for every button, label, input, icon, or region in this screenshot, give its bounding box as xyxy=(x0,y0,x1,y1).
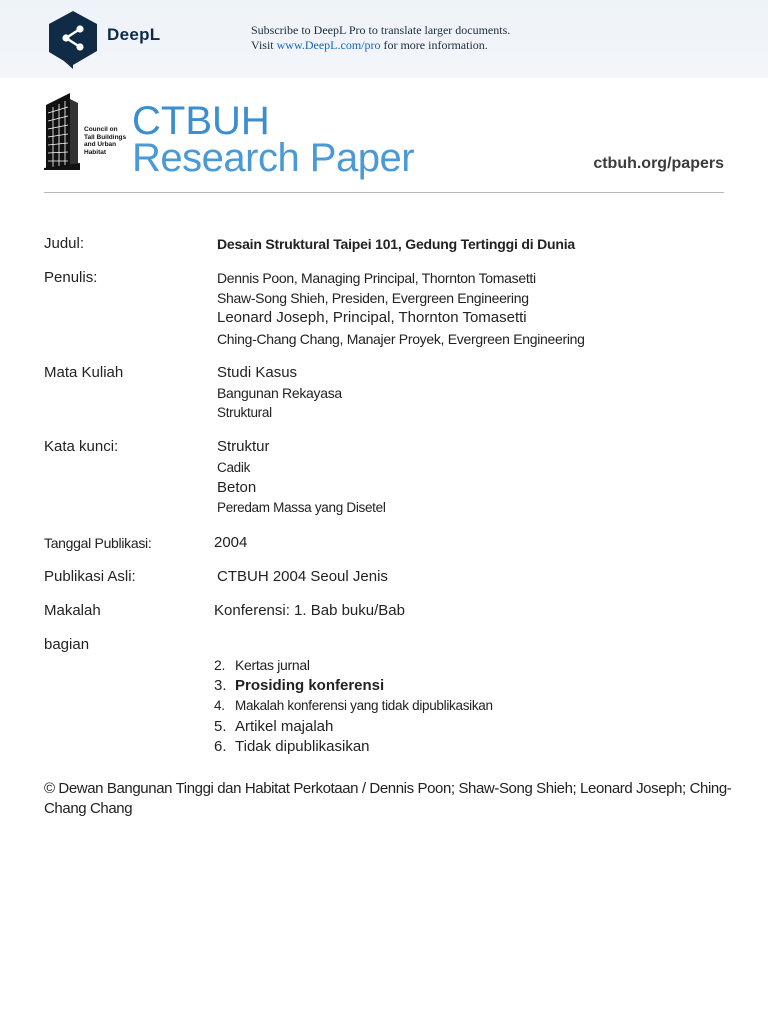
paper-type-item xyxy=(214,718,333,735)
author-1: Dennis Poon, Managing Principal, Thornton Tomasetti xyxy=(217,270,536,286)
copyright-notice: © Dewan Bangunan Tinggi dan Habitat Perkotaan / Dennis Poon; Shaw-Song Shieh; Leonard Joseph; Ching-Chang Chang xyxy=(44,780,732,817)
paper-type-item xyxy=(214,738,370,755)
keywords-label: Kata kunci: xyxy=(44,438,119,455)
original-publication-label: Publikasi Asli: xyxy=(44,568,136,585)
part-label: bagian xyxy=(44,636,90,653)
subject-label: Mata Kuliah xyxy=(44,364,124,381)
ctbuh-title: CTBUH xyxy=(132,99,270,143)
paper-type-value: Konferensi: 1. Bab buku/Bab xyxy=(214,602,405,619)
author-2: Shaw-Song Shieh, Presiden, Evergreen Engineering xyxy=(217,290,529,306)
paper-type-item xyxy=(214,698,493,713)
item-number: 6. xyxy=(214,738,227,755)
authors-label: Penulis: xyxy=(44,269,98,286)
item-text: Prosiding konferensi xyxy=(235,677,385,694)
deepl-pro-link[interactable]: www.DeepL.com/pro xyxy=(276,38,381,52)
keyword-1: Struktur xyxy=(217,438,270,455)
author-4: Ching-Chang Chang, Manajer Proyek, Evergreen Engineering xyxy=(217,331,585,347)
promo-line-2 xyxy=(251,38,510,53)
item-number: 3. xyxy=(214,677,227,694)
subject-2: Bangunan Rekayasa xyxy=(217,385,342,401)
header-divider xyxy=(44,192,724,193)
deepl-logo-icon xyxy=(46,9,100,69)
keyword-2: Cadik xyxy=(217,460,251,475)
item-number: 2. xyxy=(214,657,226,673)
promo-line-1: Subscribe to DeepL Pro to translate larger documents. xyxy=(251,23,511,37)
promo-suffix: for more information. xyxy=(380,38,488,52)
original-publication-value: CTBUH 2004 Seoul Jenis xyxy=(217,568,388,585)
research-paper-title: Research Paper xyxy=(132,136,415,180)
title-value: Desain Struktural Taipei 101, Gedung Tertinggi di Dunia xyxy=(217,236,575,252)
pubdate-label: Tanggal Publikasi: xyxy=(44,535,152,551)
author-3: Leonard Joseph, Principal, Thornton Tomasetti xyxy=(217,309,527,326)
item-text: Artikel majalah xyxy=(235,718,334,735)
item-text: Tidak dipublikasikan xyxy=(235,738,370,755)
subject-3: Struktural xyxy=(217,405,272,420)
ctbuh-council-text: Council on Tall Buildings and Urban Habitat xyxy=(84,126,127,156)
keyword-3: Beton xyxy=(217,479,257,496)
item-text: Kertas jurnal xyxy=(235,657,310,673)
paper-type-item xyxy=(214,677,384,694)
deepl-banner xyxy=(0,0,768,78)
promo-prefix: Visit xyxy=(251,38,277,52)
deepl-promo-text xyxy=(251,23,510,53)
keyword-4: Peredam Massa yang Disetel xyxy=(217,500,386,515)
paper-label: Makalah xyxy=(44,602,101,619)
ctbuh-papers-link[interactable]: ctbuh.org/papers xyxy=(593,155,724,172)
title-label: Judul: xyxy=(44,235,85,252)
paper-type-item xyxy=(214,657,310,673)
pubdate-value: 2004 xyxy=(214,534,248,551)
item-number: 5. xyxy=(214,718,227,735)
item-number: 4. xyxy=(214,698,225,713)
deepl-brand: DeepL xyxy=(107,25,161,44)
item-text: Makalah konferensi yang tidak dipublikasikan xyxy=(235,698,493,713)
subject-1: Studi Kasus xyxy=(217,364,298,381)
ctbuh-building-logo-icon xyxy=(44,93,80,170)
